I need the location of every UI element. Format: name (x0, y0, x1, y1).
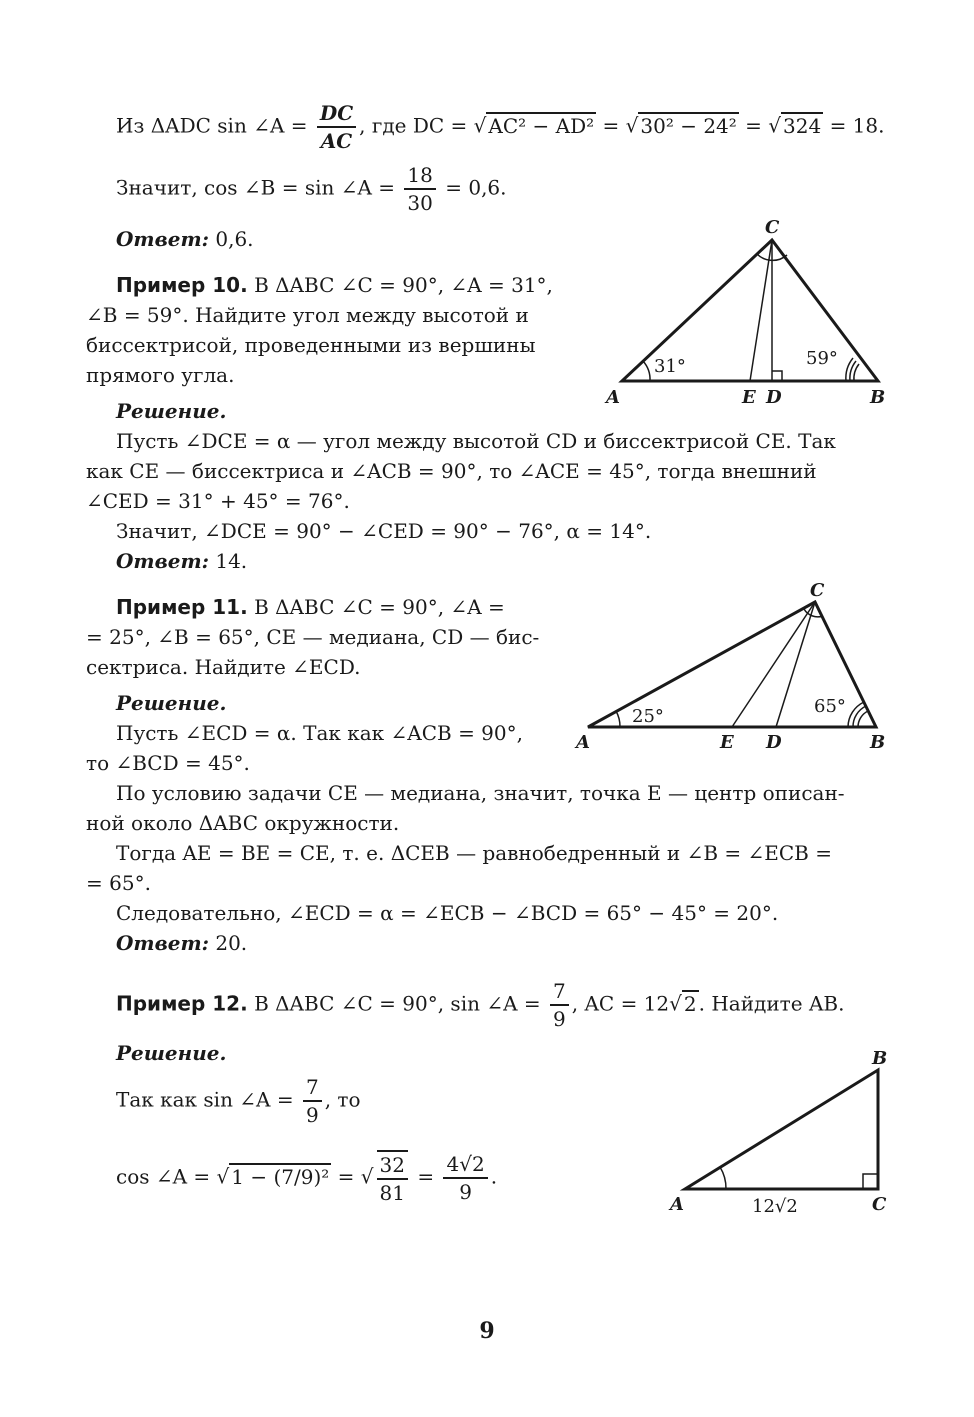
example-11-solution-6: = 65°. (86, 871, 151, 895)
example-12-statement: Пример 12. В ΔABC ∠C = 90°, sin ∠A = $\frac{7}{9}$ , AC = 12√ 2 . Найдите AB. (116, 979, 845, 1031)
vertex-label-c: C (872, 1194, 887, 1215)
example-11-solution-1: Пусть ∠ECD = α. Так как ∠ACB = 90°, (116, 721, 523, 745)
point-label-d: D (766, 387, 782, 408)
fraction-18-30: $\frac{18}{30}$ (404, 162, 435, 216)
vertex-label-c: C (765, 217, 780, 238)
right-angle-mark (863, 1174, 878, 1189)
example-12-solution-label: Решение. (116, 1041, 227, 1065)
angle-a-label: 31° (654, 356, 686, 377)
top-line-1: Из ΔADC sin ∠A = $\frac{DC}{AC}$ , где DC = √ AC² − AD² = √ 30² − 24² = √ 324 = 18. (116, 101, 885, 153)
example-10-statement: Пример 10. В ΔABC ∠C = 90°, ∠A = 31°, (116, 273, 553, 297)
example-12-solution-1: Так как sin ∠A = $\frac{7}{9}$ , то (116, 1075, 361, 1127)
angle-a-arc (643, 361, 650, 381)
vertex-label-b: B (872, 1048, 888, 1069)
example-10-line4: прямого угла. (86, 363, 235, 387)
example-10-solution-3: ∠CED = 31° + 45° = 76°. (86, 489, 350, 513)
fraction-7-9-b: $\frac{7}{9}$ (303, 1074, 322, 1128)
triangle-abc (685, 1070, 878, 1189)
top-line-2: Значит, cos ∠B = sin ∠A = $\frac{18}{30}$ = 0,6. (116, 163, 507, 215)
example-10-title: Пример 10. (116, 273, 248, 297)
point-label-d: D (766, 732, 782, 753)
fraction-7-9: $\frac{7}{9}$ (550, 978, 569, 1032)
vertex-label-a: A (576, 732, 590, 753)
vertex-label-a: A (670, 1194, 684, 1215)
triangle-figure-ex12 (660, 1040, 900, 1230)
example-10-solution-1: Пусть ∠DCE = α — угол между высотой CD и биссектрисой CE. Так (116, 429, 836, 453)
example-10-solution-4: Значит, ∠DCE = 90° − ∠CED = 90° − 76°, α = 14°. (116, 519, 652, 543)
angle-b-label: 65° (814, 696, 846, 717)
example-10-solution-2: как CE — биссектриса и ∠ACB = 90°, то ∠ACE = 45°, тогда внешний (86, 459, 817, 483)
angle-a-label: 25° (632, 706, 664, 727)
example-11-line2: = 25°, ∠B = 65°, CE — медиана, CD — бис- (86, 625, 540, 649)
example-11-solution-4: ной около ΔABC окружности. (86, 811, 400, 835)
example-10-answer: Ответ: 14. (116, 549, 248, 573)
triangle-figure-ex10 (600, 215, 900, 410)
bisector-ce (750, 240, 772, 381)
top-answer: Ответ: 0,6. (116, 227, 254, 251)
example-11-solution-3: По условию задачи CE — медиана, значит, точка E — центр описан- (116, 781, 845, 805)
angle-b-arc-3 (854, 364, 859, 381)
example-12-cos-formula: cos ∠A = √ 1 − (7/9)² = √ $\frac{32}{81}$ = $\frac{4√2}{9}$ . (116, 1152, 498, 1205)
vertex-label-a: A (606, 387, 620, 408)
example-11-solution-5: Тогда AE = BE = CE, т. е. ΔCEB — равнобедренный и ∠B = ∠ECB = (116, 841, 832, 865)
example-11-line3: сектриса. Найдите ∠ECD. (86, 655, 361, 679)
example-10-solution-label: Решение. (116, 399, 227, 423)
example-11-solution-2: то ∠BCD = 45°. (86, 751, 250, 775)
vertex-label-b: B (870, 732, 886, 753)
point-label-e: E (742, 387, 756, 408)
fraction-32-81: $\frac{32}{81}$ (377, 1150, 408, 1206)
example-11-title: Пример 11. (116, 595, 248, 619)
angle-a-arc (616, 711, 620, 727)
page-number: 9 (479, 1318, 495, 1344)
example-10-line3: биссектрисой, проведенными из вершины (86, 333, 536, 357)
angle-b-arc-3 (858, 711, 868, 727)
vertex-label-c: C (810, 580, 825, 601)
fraction-dc-ac: $\frac{DC}{AC}$ (317, 100, 356, 154)
example-12-title: Пример 12. (116, 991, 248, 1016)
example-11-answer: Ответ: 20. (116, 931, 248, 955)
example-11-solution-7: Следовательно, ∠ECD = α = ∠ECB − ∠BCD = 65° − 45° = 20°. (116, 901, 779, 925)
example-11-solution-label: Решение. (116, 691, 227, 715)
angle-b-label: 59° (806, 348, 838, 369)
vertex-label-b: B (870, 387, 886, 408)
example-11-statement: Пример 11. В ΔABC ∠C = 90°, ∠A = (116, 595, 505, 619)
median-ce (732, 602, 815, 727)
point-label-e: E (720, 732, 734, 753)
triangle-figure-ex11 (570, 576, 900, 756)
angle-a-arc (720, 1167, 726, 1189)
example-10-line2: ∠B = 59°. Найдите угол между высотой и (86, 303, 529, 327)
fraction-4sqrt2-9: $\frac{4√2}{9}$ (443, 1151, 487, 1205)
side-ac-label: 12√2 (752, 1196, 798, 1217)
